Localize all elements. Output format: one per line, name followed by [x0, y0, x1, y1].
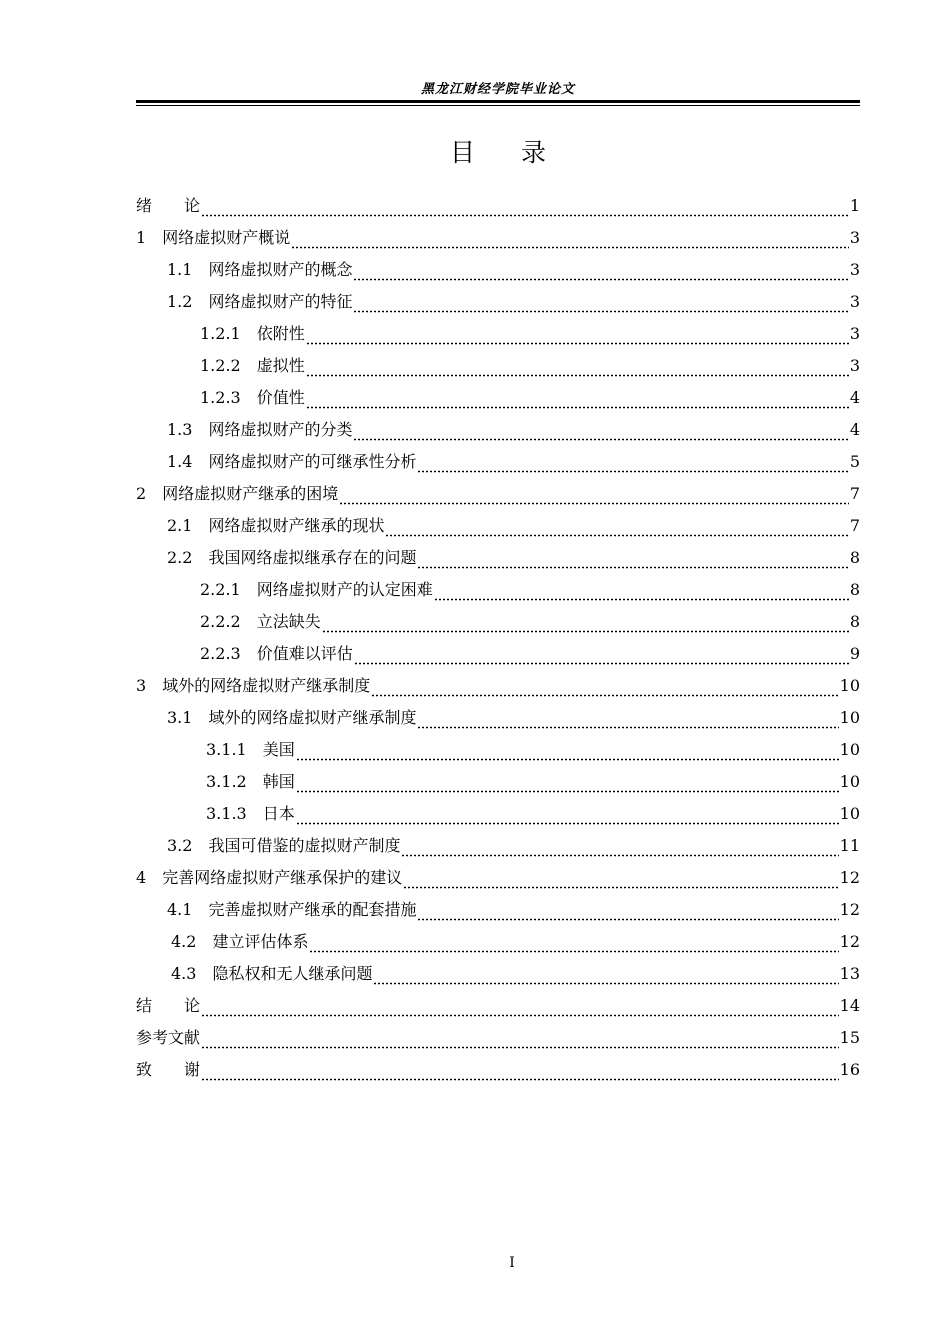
toc-entry-1-2-3[interactable]: [136, 382, 860, 414]
toc-entry-number: 3.2: [167, 836, 193, 855]
toc-entry-label: 网络虚拟财产的概念: [208, 260, 353, 279]
toc-entry-number: 2.2.1: [200, 580, 241, 599]
toc-entry-3-1[interactable]: [136, 702, 860, 734]
toc-leader-dots: [417, 905, 838, 921]
toc-entry-label: 完善网络虚拟财产继承保护的建议: [162, 868, 403, 887]
toc-entry-page: 3: [849, 228, 860, 247]
toc-leader-dots: [296, 777, 839, 793]
toc-entry-number: 3.1.2: [206, 772, 247, 791]
toc-entry-page: 7: [849, 516, 860, 535]
toc-entry-3-2[interactable]: [136, 830, 860, 862]
toc-entry-4-3[interactable]: [136, 958, 860, 990]
toc-entry-label: 韩国: [262, 772, 295, 791]
toc-entry-number: 3.1.3: [206, 804, 247, 823]
toc-entry-page: 3: [849, 324, 860, 343]
toc-leader-dots: [417, 553, 848, 569]
toc-entry-1-2[interactable]: [136, 286, 860, 318]
toc-entry-3-1-2[interactable]: [136, 766, 860, 798]
toc-entry-label: 参考文献: [136, 1028, 201, 1047]
toc-entry-page: 5: [849, 452, 860, 471]
toc-entry-page: 10: [839, 740, 860, 759]
toc-title: [136, 133, 860, 169]
toc-entry-label: 网络虚拟财产继承的困境: [162, 484, 339, 503]
toc-entry-label: 结 论: [136, 996, 201, 1015]
toc-entry-number: 1: [136, 228, 147, 247]
toc-leader-dots: [434, 585, 849, 601]
toc-entry-label: 网络虚拟财产的认定困难: [256, 580, 433, 599]
toc-entry-page: 14: [839, 996, 860, 1015]
toc-entry-1-4[interactable]: [136, 446, 860, 478]
toc-entry-number: 1.2.3: [200, 388, 241, 407]
toc-leader-dots: [371, 681, 838, 697]
toc-leader-dots: [339, 489, 849, 505]
header-rule-thick: [136, 100, 860, 103]
page-number: I: [509, 1255, 515, 1271]
toc-entry-number: 4: [136, 868, 147, 887]
toc-entry-1-3[interactable]: [136, 414, 860, 446]
toc-entry-1-2-2[interactable]: [136, 350, 860, 382]
toc-leader-dots: [201, 1065, 839, 1081]
header-rule-thin: [136, 105, 860, 106]
toc-leader-dots: [306, 361, 849, 377]
toc-entry-number: 2.2.2: [200, 612, 241, 631]
toc-title-part1: 目: [449, 138, 475, 167]
toc-entry-2-2[interactable]: [136, 542, 860, 574]
toc-entry-number: 2: [136, 484, 147, 503]
toc-leader-dots: [291, 233, 849, 249]
toc-leader-dots: [353, 425, 848, 441]
toc-entry-number: 3: [136, 676, 147, 695]
toc-entry-page: 4: [849, 388, 860, 407]
toc-entry-label: 美国: [262, 740, 295, 759]
toc-entry-page: 3: [849, 356, 860, 375]
toc-entry-2-2-3[interactable]: [136, 638, 860, 670]
toc-entry-label: 建立评估体系: [212, 932, 309, 951]
toc-entry-3[interactable]: [136, 670, 860, 702]
toc-entry-page: 10: [839, 772, 860, 791]
toc-entry-label: 域外的网络虚拟财产继承制度: [208, 708, 417, 727]
toc-leader-dots: [296, 809, 839, 825]
toc-entry-2-1[interactable]: [136, 510, 860, 542]
toc-entry-conclusion[interactable]: [136, 990, 860, 1022]
toc-entry-number: 1.1: [167, 260, 193, 279]
toc-leader-dots: [309, 937, 838, 953]
toc-entry-4-1[interactable]: [136, 894, 860, 926]
toc-entry-1-1[interactable]: [136, 254, 860, 286]
toc-entry-number: 1.3: [167, 420, 193, 439]
toc-entry-page: 8: [849, 548, 860, 567]
toc-entry-page: 12: [839, 868, 860, 887]
toc-entry-page: 3: [849, 260, 860, 279]
toc-entry-4-2[interactable]: [136, 926, 860, 958]
toc-entry-label: 致 谢: [136, 1060, 201, 1079]
toc-leader-dots: [201, 1001, 839, 1017]
toc-leader-dots: [201, 201, 849, 217]
toc-entry-introduction[interactable]: [136, 190, 860, 222]
toc-entry-number: 2.2: [167, 548, 193, 567]
toc-entry-label: 网络虚拟财产的特征: [208, 292, 353, 311]
toc-entry-page: 12: [839, 932, 860, 951]
toc-entry-number: 3.1.1: [206, 740, 247, 759]
toc-entry-page: 15: [839, 1028, 860, 1047]
toc-leader-dots: [353, 265, 848, 281]
toc-list: [136, 190, 860, 1086]
toc-entry-label: 立法缺失: [256, 612, 321, 631]
toc-entry-acknowledgements[interactable]: [136, 1054, 860, 1086]
toc-entry-page: 12: [839, 900, 860, 919]
toc-entry-page: 13: [839, 964, 860, 983]
toc-entry-2-2-1[interactable]: [136, 574, 860, 606]
toc-entry-number: 2.1: [167, 516, 193, 535]
toc-entry-number: 2.2.3: [200, 644, 241, 663]
toc-entry-3-1-1[interactable]: [136, 734, 860, 766]
toc-leader-dots: [417, 713, 838, 729]
toc-leader-dots: [322, 617, 849, 633]
toc-entry-page: 8: [849, 580, 860, 599]
toc-title-part2: 录: [521, 138, 547, 167]
toc-entry-number: 4.3: [171, 964, 197, 983]
toc-leader-dots: [354, 649, 849, 665]
toc-entry-1[interactable]: [136, 222, 860, 254]
toc-entry-references[interactable]: [136, 1022, 860, 1054]
toc-entry-page: 11: [839, 836, 860, 855]
toc-entry-page: 4: [849, 420, 860, 439]
toc-entry-2[interactable]: [136, 478, 860, 510]
toc-entry-number: 1.2.2: [200, 356, 241, 375]
toc-entry-number: 4.1: [167, 900, 193, 919]
toc-entry-page: 8: [849, 612, 860, 631]
toc-entry-page: 1: [849, 196, 860, 215]
toc-leader-dots: [385, 521, 848, 537]
toc-leader-dots: [306, 393, 849, 409]
toc-leader-dots: [401, 841, 838, 857]
toc-leader-dots: [306, 329, 849, 345]
toc-leader-dots: [403, 873, 838, 889]
toc-entry-page: 16: [839, 1060, 860, 1079]
toc-entry-page: 7: [849, 484, 860, 503]
toc-entry-page: 10: [839, 676, 860, 695]
toc-entry-4[interactable]: [136, 862, 860, 894]
toc-leader-dots: [417, 457, 848, 473]
toc-leader-dots: [373, 969, 838, 985]
toc-entry-label: 价值难以评估: [256, 644, 353, 663]
toc-entry-number: 1.2: [167, 292, 193, 311]
toc-entry-label: 依附性: [256, 324, 305, 343]
toc-entry-number: 1.4: [167, 452, 193, 471]
toc-entry-label: 价值性: [256, 388, 305, 407]
toc-entry-number: 4.2: [171, 932, 197, 951]
toc-entry-label: 域外的网络虚拟财产继承制度: [162, 676, 371, 695]
toc-entry-number: 3.1: [167, 708, 193, 727]
toc-entry-1-2-1[interactable]: [136, 318, 860, 350]
toc-entry-3-1-3[interactable]: [136, 798, 860, 830]
toc-entry-label: 虚拟性: [256, 356, 305, 375]
toc-entry-label: 网络虚拟财产继承的现状: [208, 516, 385, 535]
toc-entry-label: 网络虚拟财产的可继承性分析: [208, 452, 417, 471]
toc-entry-page: 10: [839, 708, 860, 727]
toc-entry-label: 网络虚拟财产概说: [162, 228, 291, 247]
toc-entry-number: 1.2.1: [200, 324, 241, 343]
toc-entry-label: 隐私权和无人继承问题: [212, 964, 373, 983]
toc-entry-label: 绪 论: [136, 196, 201, 215]
toc-leader-dots: [296, 745, 839, 761]
toc-entry-2-2-2[interactable]: [136, 606, 860, 638]
toc-entry-label: 我国网络虚拟继承存在的问题: [208, 548, 417, 567]
toc-entry-page: 10: [839, 804, 860, 823]
toc-entry-page: 9: [849, 644, 860, 663]
toc-entry-label: 完善虚拟财产继承的配套措施: [208, 900, 417, 919]
toc-leader-dots: [353, 297, 848, 313]
page-header-title: 黑龙江财经学院毕业论文: [420, 82, 575, 97]
toc-leader-dots: [201, 1033, 839, 1049]
toc-entry-page: 3: [849, 292, 860, 311]
toc-entry-label: 我国可借鉴的虚拟财产制度: [208, 836, 401, 855]
toc-entry-label: 日本: [262, 804, 295, 823]
toc-entry-label: 网络虚拟财产的分类: [208, 420, 353, 439]
